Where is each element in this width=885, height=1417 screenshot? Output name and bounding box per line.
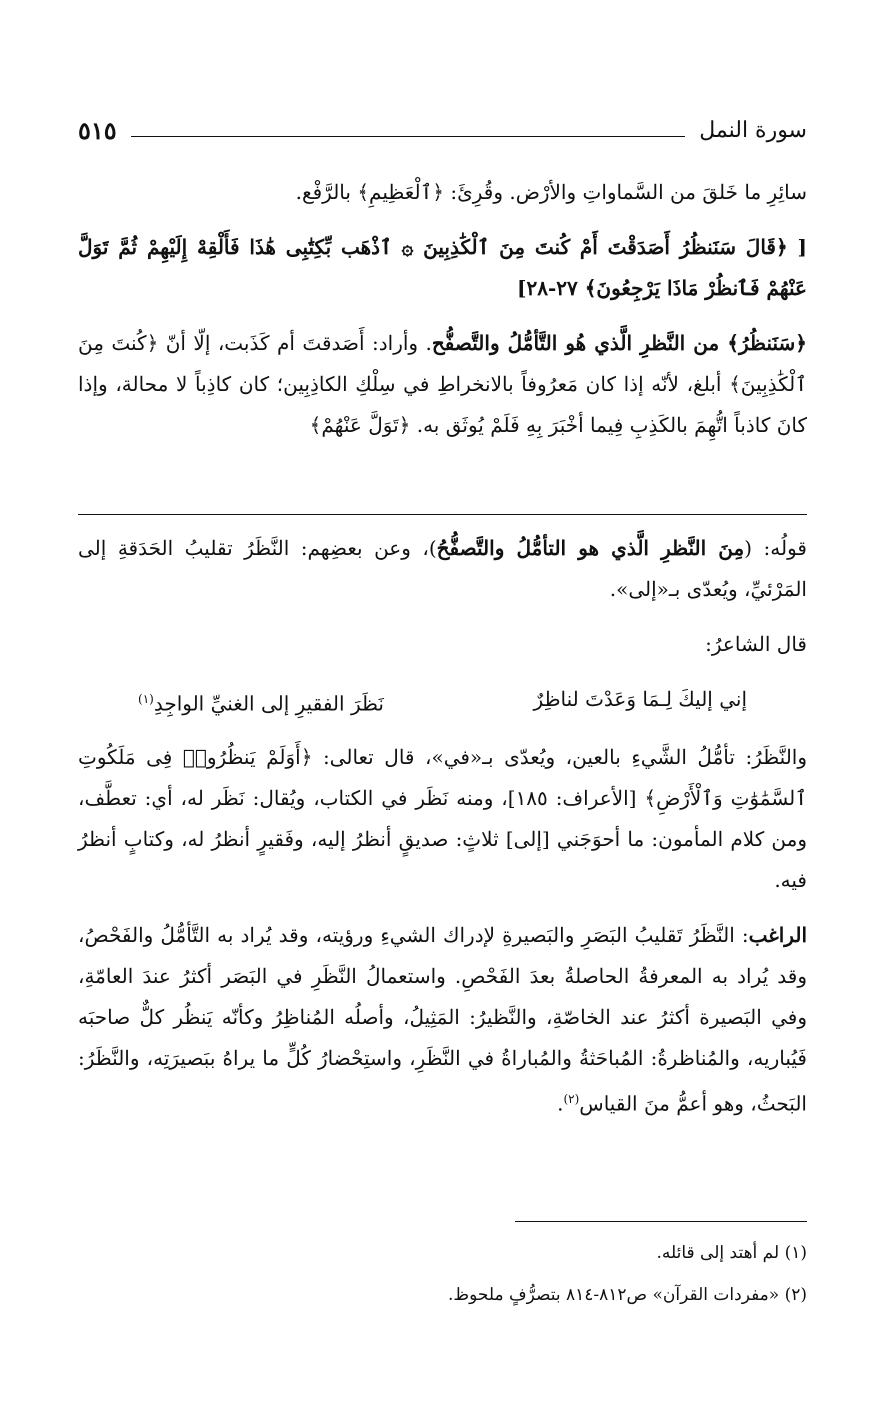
main-paragraph-3-rest: . وأراد: أَصَدقتَ أم كَذَبت، إلّا أنّ ﴿كُنتَ مِنَ ٱلْكَٰذِبِينَ﴾ أبلغ، لأنّه إذا كان مَعرُوفاً بالانخراطِ في سِلْكِ الكاذِبِين؛ كان كاذِباً لا محالة، وإذا كانَ كاذباً اتُّهِمَ بالكَذِبِ فِيما أخْبَرَ بِهِ فَلَمْ يُوثَق به. ﴿تَوَلَّ عَنْهُمْ﴾ [78, 331, 807, 437]
quran-verse-block: [ ﴿قَالَ سَنَنظُرُ أَصَدَقْتَ أَمْ كُنتَ مِنَ ٱلْكَٰذِبِينَ ۞ ٱذْهَب بِّكِتَٰبِى هَٰذَا فَأَلْقِهْ إِلَيْهِمْ ثُمَّ تَوَلَّ عَنْهُمْ فَٱنظُرْ مَاذَا يَرْجِعُونَ﴾ ٢٧-٢٨] [78, 235, 807, 300]
footnote-1: (١) لم أهتد إلى قائله. [656, 1243, 807, 1263]
verse-second-hemistich [138, 679, 384, 725]
footnote-ref-1[interactable]: (١) [138, 692, 154, 706]
poet-intro: قال الشاعرُ: [705, 632, 807, 656]
page [78, 0, 807, 1417]
source-name: الراغب [748, 922, 807, 947]
main-paragraph-3 [78, 323, 807, 446]
page-number: ٥١٥ [78, 115, 117, 145]
section-divider [78, 514, 807, 515]
running-title: سورة النمل [699, 117, 807, 143]
quoted-phrase: مِنَ النَّظرِ الَّذي هو التأمُّلُ والتَّصفُّحُ [436, 536, 745, 560]
footnote-rule [515, 1221, 807, 1222]
main-paragraph-1: سائِرِ ما خَلقَ من السَّماواتِ والأرْض. وقُرِئَ: ﴿ٱلْعَظِيمِ﴾ بالرَّفْع. [295, 180, 807, 204]
footnote-2: (٢) «مفردات القرآن» ص٨١٢-٨١٤ بتصرُّفٍ ملحوظ. [447, 1285, 807, 1305]
quran-phrase: ﴿سَنَنظُرُ﴾ من [685, 331, 807, 355]
commentary-paragraph-1-rest: )، وعن بعضِهم: النَّظَرُ تقليبُ الحَدَقةِ إلى المَرْئيِّ، ويُعدّى بـ«إلى». [78, 536, 807, 601]
bold-phrase: النَّظرِ الَّذي هُو التَّأمُّلُ والتَّصفُّح [431, 331, 686, 355]
footnote-ref-2[interactable]: (٢) [563, 1091, 580, 1106]
main-text [78, 172, 807, 460]
footnotes [78, 1236, 807, 1320]
header-rule [131, 136, 686, 137]
commentary-paragraph-3-end: . [557, 1091, 564, 1116]
commentary-paragraph-2: والنَّظَرُ: تأمُّلُ الشَّيءِ بالعين، ويُعدّى بـ«في»، قال تعالى: ﴿أَوَلَمْ يَنظُرُوا۟ فِى مَلَكُوتِ ٱلسَّمَٰوَٰتِ وَٱلْأَرْضِ﴾ [الأعراف: ١٨٥]، ومنه نَظَر في الكتاب، ويُقال: نَظَر له، أي: تعطَّف، ومن كلام المأمون: ما أحوَجَني [إلى] ثلاثٍ: صديقٍ أنظرُ إليه، وفَقيرٍ أنظرُ له، وكتابٍ أنظرُ فيه. [78, 744, 807, 892]
commentary-paragraph-3-text: : النَّظَرُ تَقليبُ البَصَرِ والبَصيرةِ لإدراك الشيءِ ورؤيته، وقد يُراد به التَّأمُّلُ والفَحْصُ، وقد يُراد به المعرفةُ الحاصلةُ بعدَ الفَحْصِ. واستعمالُ النَّظَرِ في البَصَر أكثرُ عندَ العامّةِ، وفي البَصيرة أكثرُ عند الخاصّةِ، والنَّظيرُ: المَثِيلُ، وأصلُه المُناظِرُ وكأنّه يَنظُر كلٌّ صاحبَه فَيُباريه، والمُناظرةُ: المُباحَثةُ والمُباراةُ في النَّظَرِ، واستِحْضارُ كُلٍّ ما يراهُ ببَصيرَتِه، والنَّظَرُ: البَحثُ، وهو أعمُّ منَ القياس [78, 922, 807, 1116]
verse-second-hemistich-text: نَظَرَ الفقيرِ إلى الغنيِّ الواجِدِ [153, 691, 384, 716]
commentary-paragraph-1 [78, 528, 807, 610]
verse-first-hemistich: إني إليكَ لِـمَا وَعَدْتَ لناظِرٌ [533, 687, 747, 711]
commentary-text [78, 528, 807, 1138]
page-header [78, 112, 807, 148]
commentary-paragraph-3 [78, 915, 807, 1125]
commentary-paragraph-1-start: قولُه: ( [744, 536, 807, 560]
poetry-verse [78, 679, 807, 725]
